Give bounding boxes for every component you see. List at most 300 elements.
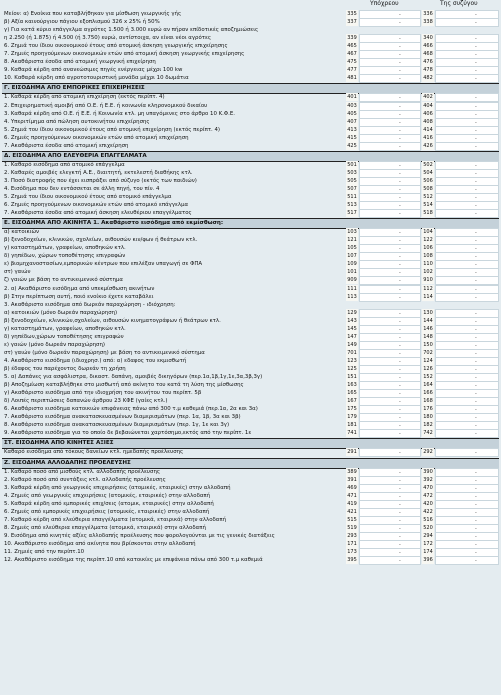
code-taxpayer: 143 — [347, 317, 357, 324]
row-label: β) Στην περίπτωση αυτή, ποιό ενοίκιο έχετε καταβάλει — [4, 293, 154, 300]
form-row — [2, 252, 499, 260]
row-label: 6. Ζημιές από εμπορικές επιχειρήσεις (ατομικές, εταιρικές) στην αλλοδαπή — [4, 508, 210, 515]
form-row — [2, 185, 499, 193]
code-spouse: 414 — [423, 126, 433, 133]
decimal-separator: . — [399, 276, 401, 284]
code-taxpayer: 107 — [347, 253, 357, 260]
decimal-separator: . — [399, 18, 401, 26]
decimal-separator: . — [475, 356, 477, 364]
row-label: 6. Ζημιές προηγούμενων οικονομικών ετών από ατομικό επάγγελμα — [4, 202, 189, 209]
code-spouse: 478 — [423, 67, 433, 74]
decimal-separator: . — [475, 244, 477, 252]
amount-field-taxpayer[interactable] — [359, 556, 421, 565]
code-taxpayer: 103 — [347, 229, 357, 236]
decimal-separator: . — [475, 74, 477, 82]
amount-field-spouse[interactable] — [435, 74, 499, 83]
row-label: 2. Καθαρές αμοιβές ελεγκτή Α.Ε., διαιτητή, εκτελεστή διαθήκης κτλ. — [4, 169, 193, 176]
decimal-separator: . — [399, 236, 401, 244]
row-label: 7. Ζημιές προηγούμενων οικονομικών ετών από ατομική άσκηση γεωργικής επιχείρησης — [4, 51, 245, 58]
form-row — [2, 102, 499, 110]
decimal-separator: . — [475, 448, 477, 456]
code-taxpayer: 123 — [347, 357, 357, 364]
code-taxpayer: 701 — [347, 349, 357, 356]
code-taxpayer: 413 — [347, 126, 357, 133]
decimal-separator: . — [475, 413, 477, 421]
form-row — [2, 532, 499, 540]
decimal-separator: . — [475, 42, 477, 50]
decimal-separator: . — [475, 348, 477, 356]
form-row — [2, 276, 499, 284]
row-label: 5. α) Δαπάνες για ασφάλιστρα, δικαστ. δαπάνη, αμοιβές δικηγόρων (περ.1α,1β,1γ,1ε,3α,3β,3γ) — [4, 374, 263, 381]
form-row — [2, 74, 499, 82]
code-taxpayer: 415 — [347, 134, 357, 141]
form-row — [2, 26, 499, 34]
decimal-separator: . — [475, 101, 477, 109]
decimal-separator: . — [399, 429, 401, 437]
code-spouse: 122 — [423, 237, 433, 244]
code-taxpayer: 513 — [347, 202, 357, 209]
code-spouse: 104 — [423, 229, 433, 236]
decimal-separator: . — [399, 160, 401, 168]
code-spouse: 112 — [423, 285, 433, 292]
decimal-separator: . — [475, 499, 477, 507]
code-spouse: 130 — [423, 309, 433, 316]
code-spouse: 392 — [423, 476, 433, 483]
decimal-separator: . — [475, 324, 477, 332]
code-taxpayer: 465 — [347, 43, 357, 50]
form-row — [2, 285, 499, 293]
code-taxpayer: 163 — [347, 382, 357, 389]
decimal-separator: . — [399, 292, 401, 300]
form-row — [2, 365, 499, 373]
form-row — [2, 381, 499, 389]
decimal-separator: . — [475, 475, 477, 483]
decimal-separator: . — [399, 475, 401, 483]
code-taxpayer: 501 — [347, 161, 357, 168]
code-spouse: 512 — [423, 194, 433, 200]
code-spouse: 468 — [423, 51, 433, 58]
decimal-separator: . — [475, 184, 477, 192]
code-spouse: 340 — [423, 35, 433, 42]
row-label: 10. Ακαθάριστο εισόδημα από ακίνητα που βρίσκονται στην αλλοδαπή — [4, 540, 196, 547]
row-label: 10. Καθαρά κέρδη από αγροτοτουριστική μονάδα μέχρι 10 δωμάτια — [4, 75, 189, 82]
code-taxpayer: 111 — [347, 285, 357, 292]
form-row — [2, 349, 499, 357]
decimal-separator: . — [475, 268, 477, 276]
decimal-separator: . — [399, 483, 401, 491]
decimal-separator: . — [399, 176, 401, 184]
code-taxpayer: 471 — [347, 492, 357, 499]
decimal-separator: . — [399, 101, 401, 109]
code-spouse: 422 — [423, 508, 433, 515]
decimal-separator: . — [399, 507, 401, 515]
code-taxpayer: 171 — [347, 540, 357, 547]
code-taxpayer: 149 — [347, 341, 357, 348]
decimal-separator: . — [399, 93, 401, 101]
decimal-separator: . — [475, 252, 477, 260]
code-spouse: 338 — [423, 19, 433, 26]
amount-field-taxpayer[interactable] — [359, 142, 421, 151]
form-row — [2, 448, 499, 456]
decimal-separator: . — [399, 332, 401, 340]
code-taxpayer: 477 — [347, 67, 357, 74]
code-spouse: 148 — [423, 333, 433, 340]
decimal-separator: . — [399, 539, 401, 547]
code-spouse: 470 — [423, 484, 433, 491]
code-taxpayer: 481 — [347, 75, 357, 82]
form-row — [2, 228, 499, 236]
row-label: 5. Ζημιά του ίδιου οικονομικού έτους από ατομική επιχείρηση (εκτός περίπτ. 4) — [4, 126, 221, 133]
form-row — [2, 193, 499, 201]
code-spouse: 174 — [423, 549, 433, 555]
decimal-separator: . — [399, 523, 401, 531]
form-row — [2, 484, 499, 492]
code-taxpayer: 419 — [347, 500, 357, 507]
code-spouse: 168 — [423, 398, 433, 405]
row-label: δ) γηπέδων,χώρων τοποθέτησης επιγραφών — [4, 333, 124, 340]
row-label: 2. α) Ακαθάριστο εισόδημα από υπεκμίσθωση ακινήτων — [4, 285, 155, 292]
code-spouse: 416 — [423, 134, 433, 141]
decimal-separator: . — [399, 324, 401, 332]
row-label: Καθαρό εισόδημα από τόκους δανείων κτλ. ημεδαπής προέλευσης — [4, 449, 184, 456]
row-label: 5. Ζημιά του ίδιου οικονομικού έτους από ατομικό επάγγελμα — [4, 194, 172, 200]
decimal-separator: . — [399, 365, 401, 372]
decimal-separator: . — [475, 292, 477, 300]
code-taxpayer: 105 — [347, 245, 357, 252]
row-label: 2. Καθαρό ποσό από συντάξεις κτλ. αλλοδαπής προέλευσης — [4, 476, 166, 483]
code-spouse: 172 — [423, 540, 433, 547]
decimal-separator: . — [475, 421, 477, 429]
code-taxpayer: 179 — [347, 414, 357, 421]
decimal-separator: . — [475, 483, 477, 491]
column-header-taxpayer: Υπόχρεου — [370, 0, 399, 7]
decimal-separator: . — [475, 228, 477, 236]
row-label: στ) γαιών (μόνο δωρεάν παραχώρηση) με βάση το αντικειμενικό σύστημα — [4, 349, 205, 356]
code-spouse: 504 — [423, 169, 433, 176]
code-spouse: 910 — [423, 277, 433, 284]
decimal-separator: . — [475, 58, 477, 66]
decimal-separator: . — [475, 176, 477, 184]
row-label: 7. Ακαθάριστα έσοδα από ατομική άσκηση ελευθέριου επαγγέλματος — [4, 210, 192, 217]
decimal-separator: . — [399, 491, 401, 499]
code-spouse: 406 — [423, 110, 433, 117]
amount-field-taxpayer[interactable] — [359, 209, 421, 218]
code-taxpayer: 129 — [347, 309, 357, 316]
code-spouse: 426 — [423, 142, 433, 149]
row-label: 6. Ακαθάριστο εισόδημα κατοικιών επιφάνειας πάνω από 300 τ.μ καθεμιά (περ.1α, 2α και 3α) — [4, 406, 258, 413]
decimal-separator: . — [475, 93, 477, 101]
form-row — [2, 161, 499, 169]
amount-field-taxpayer[interactable] — [359, 74, 421, 83]
form-row — [2, 201, 499, 209]
row-label: 3. Καθαρά κέρδη από γεωργικές επιχειρήσεις (ατομικές, εταιρικές) στην αλλοδαπή — [4, 484, 231, 491]
form-row — [2, 268, 499, 276]
decimal-separator: . — [399, 34, 401, 42]
code-taxpayer: 293 — [347, 532, 357, 539]
decimal-separator: . — [399, 10, 401, 17]
code-spouse: 390 — [423, 468, 433, 475]
code-spouse: 396 — [423, 557, 433, 564]
decimal-separator: . — [399, 133, 401, 141]
code-spouse: 150 — [423, 341, 433, 348]
form-row — [2, 134, 499, 142]
code-taxpayer: 391 — [347, 476, 357, 483]
decimal-separator: . — [475, 117, 477, 125]
form-row — [2, 34, 499, 42]
code-spouse: 124 — [423, 357, 433, 364]
code-taxpayer: 165 — [347, 390, 357, 397]
decimal-separator: . — [475, 193, 477, 200]
row-label: 11. Ζημιές από την περίπτ.10 — [4, 549, 85, 555]
row-label: β) έδαφος του παρέχοντος δωρεάν τη χρήση — [4, 366, 126, 372]
decimal-separator: . — [399, 421, 401, 429]
code-taxpayer: 101 — [347, 269, 357, 276]
form-row — [2, 10, 499, 18]
code-taxpayer: 167 — [347, 398, 357, 405]
form-row — [2, 126, 499, 134]
code-taxpayer: 405 — [347, 110, 357, 117]
code-taxpayer: 741 — [347, 430, 357, 437]
decimal-separator: . — [399, 244, 401, 252]
form-row — [2, 66, 499, 74]
code-taxpayer: 517 — [347, 210, 357, 217]
decimal-separator: . — [399, 109, 401, 117]
code-taxpayer: 503 — [347, 169, 357, 176]
decimal-separator: . — [399, 201, 401, 209]
row-label: 1. Καθαρά κέρδη από ατομική επιχείρηση (εκτός περίπτ. 4) — [4, 94, 165, 101]
code-spouse: 516 — [423, 516, 433, 523]
code-taxpayer: 395 — [347, 557, 357, 564]
amount-field-spouse[interactable] — [435, 429, 499, 438]
decimal-separator: . — [475, 141, 477, 149]
row-label: 4. Ακαθάριστο εισόδημα (ιδιοχρησ.) από: α) εδαφος του εκμισθωτή — [4, 357, 187, 364]
form-row — [2, 405, 499, 413]
decimal-separator: . — [399, 184, 401, 192]
decimal-separator: . — [475, 66, 477, 74]
form-row — [2, 209, 499, 217]
decimal-separator: . — [475, 531, 477, 539]
code-spouse: 402 — [423, 94, 433, 101]
row-label: β) Αξία καινούργιου πάγιου εξοπλισμού 326 x 25% ή 50% — [4, 19, 160, 26]
decimal-separator: . — [399, 413, 401, 421]
row-label: 9. Ακαθάριστο εισόδημα για το οποίο δε βεβαιώνεται χαρτόσημο,εκτός από την περίπτ. 1ε — [4, 430, 252, 437]
code-spouse: 110 — [423, 261, 433, 268]
code-taxpayer: 173 — [347, 549, 357, 555]
row-label: β) ξενοδοχείων, κλινικών, σχολείων, αιθουσών κιν/φων ή θεάτρων κτλ. — [4, 237, 198, 244]
decimal-separator: . — [475, 429, 477, 437]
code-spouse: 482 — [423, 75, 433, 82]
form-row — [2, 317, 499, 325]
decimal-separator: . — [399, 548, 401, 555]
code-taxpayer: 337 — [347, 19, 357, 26]
decimal-separator: . — [399, 168, 401, 176]
code-taxpayer: 403 — [347, 102, 357, 109]
decimal-separator: . — [399, 389, 401, 397]
row-label: 7. Ακαθάριστα έσοδα από ατομική επιχείρηση — [4, 142, 129, 149]
decimal-separator: . — [475, 365, 477, 372]
row-label: γ) καταστημάτων, γραφείων, αποθηκών κτλ. — [4, 325, 126, 332]
row-label: 3. Ακαθάριστο εισόδημα από δωρεάν παραχώρηση - ιδιόχρηση: — [4, 301, 176, 308]
form-row — [2, 58, 499, 66]
code-spouse: 518 — [423, 210, 433, 217]
decimal-separator: . — [475, 397, 477, 405]
form-row — [2, 556, 499, 564]
decimal-separator: . — [475, 34, 477, 42]
decimal-separator: . — [399, 499, 401, 507]
amount-field-spouse[interactable] — [435, 556, 499, 565]
code-taxpayer: 407 — [347, 118, 357, 125]
decimal-separator: . — [399, 284, 401, 292]
decimal-separator: . — [475, 201, 477, 209]
code-taxpayer: 519 — [347, 524, 357, 531]
form-row — [2, 516, 499, 524]
code-taxpayer: 291 — [347, 449, 357, 456]
decimal-separator: . — [475, 209, 477, 217]
code-spouse: 294 — [423, 532, 433, 539]
code-taxpayer: 147 — [347, 333, 357, 340]
decimal-separator: . — [475, 236, 477, 244]
decimal-separator: . — [399, 556, 401, 564]
form-row — [2, 389, 499, 397]
code-spouse: 508 — [423, 185, 433, 192]
decimal-separator: . — [399, 58, 401, 66]
form-row — [2, 468, 499, 476]
form-row — [2, 309, 499, 317]
code-taxpayer: 421 — [347, 508, 357, 515]
decimal-separator: . — [475, 168, 477, 176]
code-taxpayer: 401 — [347, 94, 357, 101]
form-row — [2, 18, 499, 26]
amount-field-spouse[interactable] — [435, 209, 499, 218]
form-row — [2, 333, 499, 341]
form-row — [2, 50, 499, 58]
decimal-separator: . — [475, 125, 477, 133]
row-label: ε) γαιών (μόνο δωρεάν παραχώρηση) — [4, 341, 105, 348]
code-spouse: 102 — [423, 269, 433, 276]
code-taxpayer: 175 — [347, 406, 357, 413]
row-label: 8. Ακαθάριστα έσοδα από ατομική γεωργική επιχείρηση — [4, 59, 156, 66]
row-label: Μείον: α) Ενοίκια που καταβλήθηκαν για μίσθωση γεωργικής γής — [4, 11, 182, 17]
code-spouse: 176 — [423, 406, 433, 413]
code-spouse: 408 — [423, 118, 433, 125]
code-spouse: 144 — [423, 317, 433, 324]
form-row — [2, 429, 499, 437]
decimal-separator: . — [475, 50, 477, 58]
code-taxpayer: 109 — [347, 261, 357, 268]
decimal-separator: . — [399, 381, 401, 389]
decimal-separator: . — [475, 373, 477, 381]
decimal-separator: . — [399, 209, 401, 217]
decimal-separator: . — [475, 109, 477, 117]
form-row — [2, 301, 499, 309]
code-spouse: 742 — [423, 430, 433, 437]
code-taxpayer: 505 — [347, 177, 357, 184]
decimal-separator: . — [399, 515, 401, 523]
decimal-separator: . — [475, 276, 477, 284]
code-taxpayer: 909 — [347, 277, 357, 284]
section-title: Δ. ΕΙΣΟΔΗΜΑ ΑΠΟ ΕΛΕΥΘΕΡΙΑ ΕΠΑΓΓΕΛΜΑΤΑ — [4, 152, 147, 159]
column-header-spouse: Της συζύγου — [440, 0, 478, 7]
code-spouse: 146 — [423, 325, 433, 332]
row-label: 3. Καθαρά κέρδη από Ο.Ε. ή Ε.Ε. ή Κοινωνία κτλ. μη υπαγόμενες στο άρθρο 10 Κ.Φ.Ε. — [4, 110, 235, 117]
code-spouse: 126 — [423, 366, 433, 372]
decimal-separator: . — [475, 405, 477, 413]
code-taxpayer: 151 — [347, 374, 357, 381]
row-label: ε) βιομηχανοστασίων,εμπορικών κέντρων που επιλέξαν υπαγωγή σε ΦΠΑ — [4, 261, 203, 268]
row-label: δ) γηπέδων, χώρων τοποθέτησης επιγραφών — [4, 253, 126, 260]
row-label: 3. Ποσό διατροφής που έχει εισπράξει από σύζυγο (εκτός των παιδιών) — [4, 177, 197, 184]
code-taxpayer: 425 — [347, 142, 357, 149]
code-spouse: 292 — [423, 449, 433, 456]
decimal-separator: . — [399, 531, 401, 539]
code-taxpayer: 339 — [347, 35, 357, 42]
code-taxpayer: 507 — [347, 185, 357, 192]
decimal-separator: . — [475, 491, 477, 499]
decimal-separator: . — [399, 373, 401, 381]
decimal-separator: . — [399, 141, 401, 149]
form-row — [2, 42, 499, 50]
decimal-separator: . — [399, 405, 401, 413]
code-taxpayer: 515 — [347, 516, 357, 523]
code-taxpayer: 511 — [347, 194, 357, 200]
form-row — [2, 397, 499, 405]
row-label: 6. Ζημιά του ίδιου οικονομικού έτους από ατομική άσκηση γεωργικής επιχείρησης — [4, 43, 228, 50]
decimal-separator: . — [399, 66, 401, 74]
decimal-separator: . — [399, 193, 401, 200]
amount-field-spouse[interactable] — [435, 142, 499, 151]
form-row — [2, 524, 499, 532]
row-label: 4. Εισόδημα που δεν εντάσσεται σε άλλη πηγή, του πίν. 4 — [4, 185, 160, 192]
form-row — [2, 548, 499, 556]
row-label: δ) Λοιπές περιπτώσεις δαπανών άρθρου 23 ΚΦΕ (γαίες κτλ.) — [4, 398, 168, 405]
code-spouse: 476 — [423, 59, 433, 66]
decimal-separator: . — [475, 523, 477, 531]
decimal-separator: . — [399, 74, 401, 82]
code-taxpayer: 469 — [347, 484, 357, 491]
decimal-separator: . — [475, 548, 477, 555]
row-label: γ) Για κατά κύριο επάγγελμα αγρότες 1.500 ή 3.000 ευρώ αν πήραν επίδοτικές αποζημιώσεις — [4, 27, 259, 34]
code-spouse: 514 — [423, 202, 433, 209]
decimal-separator: . — [475, 515, 477, 523]
form-row — [2, 492, 499, 500]
row-label: 6. Ζημιές προηγούμενων οικονομικών ετών από ατομική επιχείρηση — [4, 134, 189, 141]
amount-field-taxpayer[interactable] — [359, 429, 421, 438]
amount-field-spouse[interactable] — [435, 448, 499, 457]
decimal-separator: . — [475, 308, 477, 316]
decimal-separator: . — [399, 356, 401, 364]
form-row — [2, 341, 499, 349]
decimal-separator: . — [399, 448, 401, 456]
amount-field-taxpayer[interactable] — [359, 448, 421, 457]
decimal-separator: . — [399, 117, 401, 125]
decimal-separator: . — [475, 18, 477, 26]
form-row — [2, 500, 499, 508]
decimal-separator: . — [399, 397, 401, 405]
decimal-separator: . — [399, 125, 401, 133]
row-label: 8. Ζημιές από ελεύθερια επαγγέλματα (ατομικά, εταιρικά) στην αλλοδαπή — [4, 524, 206, 531]
code-spouse: 466 — [423, 43, 433, 50]
form-row — [2, 293, 499, 301]
decimal-separator: . — [475, 467, 477, 475]
form-row — [2, 118, 499, 126]
decimal-separator: . — [399, 348, 401, 356]
code-taxpayer: 335 — [347, 11, 357, 17]
code-spouse: 472 — [423, 492, 433, 499]
form-row — [2, 413, 499, 421]
row-label: γ) Ακαθάριστο εισόδημα από την ιδιοχρήση του ακινήτου του περίπτ. 5β — [4, 390, 202, 397]
row-label: 7. Καθαρό κέρδη από ελεύθερια επαγγέλματα (ατομικά, εταιρικά) στην αλλοδαπή — [4, 516, 227, 523]
code-spouse: 506 — [423, 177, 433, 184]
